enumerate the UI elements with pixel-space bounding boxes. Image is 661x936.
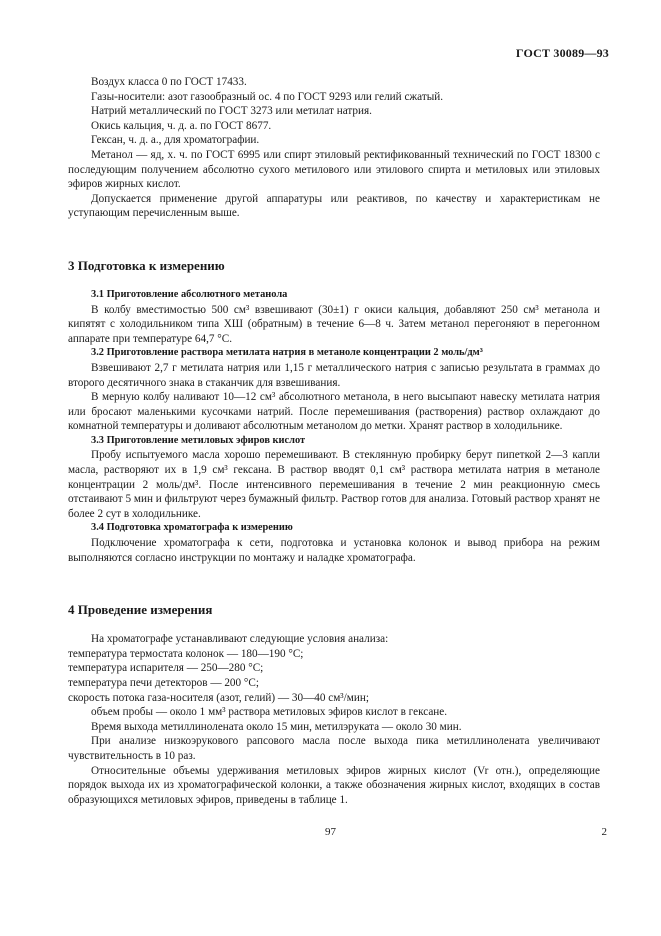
reagent-line: Газы-носители: азот газообразный ос. 4 по ГОСТ 9293 или гелий сжатый. xyxy=(91,90,444,103)
page-number: 97 xyxy=(325,826,336,838)
reagent-line: Воздух класса 0 по ГОСТ 17433. xyxy=(91,76,247,88)
reagent-list xyxy=(68,75,600,221)
subsection-3-3-text: Пробу испытуемого масла хорошо перемешивают. В стеклянную пробирку берут пипеткой 2—3 капли масла, растворяют их в 1,9 см³ гексана. В раствор вводят 0,1 см³ раствора метилата натрия в метаноле концентрации 2 моль/дм³. После интенсивного перемешивания в течение 2 мин реакционную смесь отстаивают 5 мин и фильтруют через бумажный фильтр. Раствор готов для анализа. Готовый раствор хранят не более 2 сут в холодильнике. xyxy=(68,449,600,520)
reagent-line: Окись кальция, ч. д. а. по ГОСТ 8677. xyxy=(91,119,272,132)
output-time-text: Время выхода метиллинолената около 15 мин, метилэруката — около 30 мин. xyxy=(91,720,462,733)
section-3-title: 3 Подготовка к измерению xyxy=(68,257,225,273)
condition-item: температура термостата колонок — 180—190 °С; xyxy=(68,647,304,660)
condition-item: температура испарителя — 250—280 °С; xyxy=(68,662,264,675)
page-content xyxy=(68,75,600,807)
subsection-3-2-title: 3.2 Приготовление раствора метилата натрия в метаноле концентрации 2 моль/дм³ xyxy=(91,347,483,359)
reagent-line: Натрий металлический по ГОСТ 3273 или метилат натрия. xyxy=(91,105,372,118)
reagent-note: Допускается применение другой аппаратуры или реактивов, по качеству и характеристикам не уступающим перечисленным выше. xyxy=(68,192,600,220)
reagent-line: Гексан, ч. д. а., для хроматографии. xyxy=(91,134,260,147)
low-erucic-text: При анализе низкоэрукового рапсового масла после выхода пика метиллинолената увеличивают чувствительность в 10 раз. xyxy=(68,735,600,762)
subsection-3-1-text: В колбу вместимостью 500 см³ взвешивают (30±1) г окиси кальция, добавляют 250 см³ метанола и кипятят с холодильником типа ХШ (обратным) в течение 6—8 ч. Затем метанол перегоняют в перегонном аппарате при температуре 64,7 °С. xyxy=(68,303,600,345)
subsection-3-2-text-1: Взвешивают 2,7 г метилата натрия или 1,15 г металлического натрия с записью результата в граммах до второго десятичного знака в стаканчик для взвешивания. xyxy=(68,361,600,389)
standard-code: ГОСТ 30089—93 xyxy=(515,46,609,60)
condition-item: скорость потока газа-носителя (азот, гелий) — 30—40 см³/мин; xyxy=(68,691,369,704)
reagent-line: Метанол — яд, х. ч. по ГОСТ 6995 или спирт этиловый ректификованный технический по ГОСТ 18300 с последующим получением абсолютно сухого метилового или этилового спирта и метиловых или этиловых эфиров жирных кислот. xyxy=(68,148,600,191)
retention-text: Относительные объемы удерживания метиловых эфиров жирных кислот (Vr отн.), определяющие порядок выхода их из хроматографической колонки, а также обозначения жирных кислот, входящих в состав образующихся метиловых эфиров, приведены в таблице 1. xyxy=(68,764,600,806)
side-number: 2 xyxy=(601,826,607,838)
condition-item: объем пробы — около 1 мм³ раствора метиловых эфиров кислот в гексане. xyxy=(91,706,448,719)
subsection-3-2-text-2: В мерную колбу наливают 10—12 см³ абсолютного метанола, в него высыпают навеску метилата натрия или бросают маленькими кусочками натрий. После перемешивания (растворения) раствор охлаждают до комнатной температуры и доливают абсолютным метанолом до метки. Хранят раствор в холодильнике. xyxy=(68,391,600,433)
condition-item: температура печи детекторов — 200 °С; xyxy=(68,677,259,689)
subsection-3-1-title: 3.1 Приготовление абсолютного метанола xyxy=(91,288,288,300)
subsection-3-3-title: 3.3 Приготовление метиловых эфиров кислот xyxy=(91,434,306,446)
subsection-3-4-text: Подключение хроматографа к сети, подготовка и установка колонок и вывод прибора на режим выполняются согласно инструкции по монтажу и наладке хроматографа. xyxy=(68,537,600,564)
section-4-title: 4 Проведение измерения xyxy=(68,602,213,618)
subsection-3-4-title: 3.4 Подготовка хроматографа к измерению xyxy=(91,522,293,534)
analysis-conditions-intro: На хроматографе устанавливают следующие условия анализа: xyxy=(91,633,389,646)
